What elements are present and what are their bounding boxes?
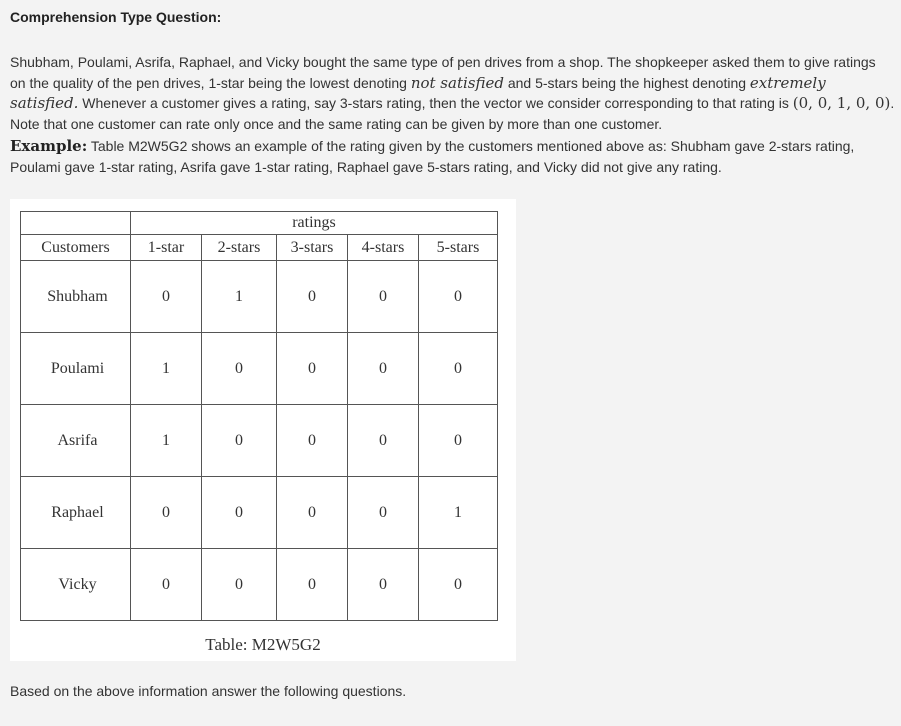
table-corner-cell [21,212,131,235]
header-1-star: 1-star [131,235,202,261]
rating-vector: (0, 0, 1, 0, 0) [792,94,891,113]
rating-cell: 0 [202,549,277,621]
rating-cell: 1 [419,477,498,549]
customer-name: Poulami [21,333,131,405]
rating-cell: 1 [131,333,202,405]
question-type-heading: Comprehension Type Question: [10,9,222,25]
example-text: Table M2W5G2 shows an example of the rating given by the customers mentioned above as: Shubham gave 2-stars rating, Poulami gave 1-star rating, Asrifa gave 1-star rating, Raphael gave 5-stars rating, and Vicky did not give any rating. [10,138,855,175]
table-row [21,405,498,477]
intro-text-2: and 5-stars being the highest denoting [503,74,750,91]
table-caption: Table: M2W5G2 [205,635,321,654]
rating-cell: 0 [277,261,348,333]
rating-cell: 0 [202,405,277,477]
customer-name: Shubham [21,261,131,333]
rating-cell: 1 [131,405,202,477]
rating-cell: 0 [277,549,348,621]
rating-cell: 0 [348,261,419,333]
header-5-stars: 5-stars [419,235,498,261]
table-row [21,549,498,621]
header-4-stars: 4-stars [348,235,419,261]
intro-paragraph [10,52,895,134]
not-satisfied-term: not satisfied [410,73,504,92]
table-row [21,333,498,405]
header-2-stars: 2-stars [202,235,277,261]
intro-text-1: Shubham, Poulami, Asrifa, Raphael, and Vicky bought the same type of pen drives from a shop. The shopkeeper asked them to give ratings on the quality of the pen drives, 1-star being the lowest denoting [10,54,876,91]
rating-cell: 0 [419,549,498,621]
example-paragraph [10,136,895,177]
rating-cell: 0 [277,405,348,477]
rating-cell: 0 [202,477,277,549]
rating-cell: 0 [348,477,419,549]
rating-cell: 0 [348,405,419,477]
rating-cell: 0 [348,549,419,621]
ratings-figure [10,199,516,661]
intro-text-3: Whenever a customer gives a rating, say 3-stars rating, then the vector we consider corresponding to that rating is [78,95,793,112]
customer-name: Vicky [21,549,131,621]
header-customers: Customers [21,235,131,261]
rating-cell: 0 [348,333,419,405]
rating-cell: 0 [131,549,202,621]
rating-cell: 0 [131,477,202,549]
rating-cell: 0 [419,405,498,477]
rating-cell: 1 [202,261,277,333]
rating-cell: 0 [419,261,498,333]
ratings-group-header: ratings [131,212,498,235]
customer-name: Asrifa [21,405,131,477]
rating-cell: 0 [419,333,498,405]
instruction-text: Based on the above information answer the following questions. [10,683,407,699]
rating-cell: 0 [202,333,277,405]
rating-cell: 0 [277,333,348,405]
rating-cell: 0 [131,261,202,333]
intro-text-4: . Note that one customer can rate only once and the same rating can be given by more than one customer. [10,95,895,132]
header-3-stars: 3-stars [277,235,348,261]
rating-cell: 0 [277,477,348,549]
table-row [21,477,498,549]
extremely-satisfied-term: extremely satisfied. [10,73,826,113]
ratings-table [20,211,498,621]
customer-name: Raphael [21,477,131,549]
example-label: Example: [10,137,88,155]
table-row [21,261,498,333]
